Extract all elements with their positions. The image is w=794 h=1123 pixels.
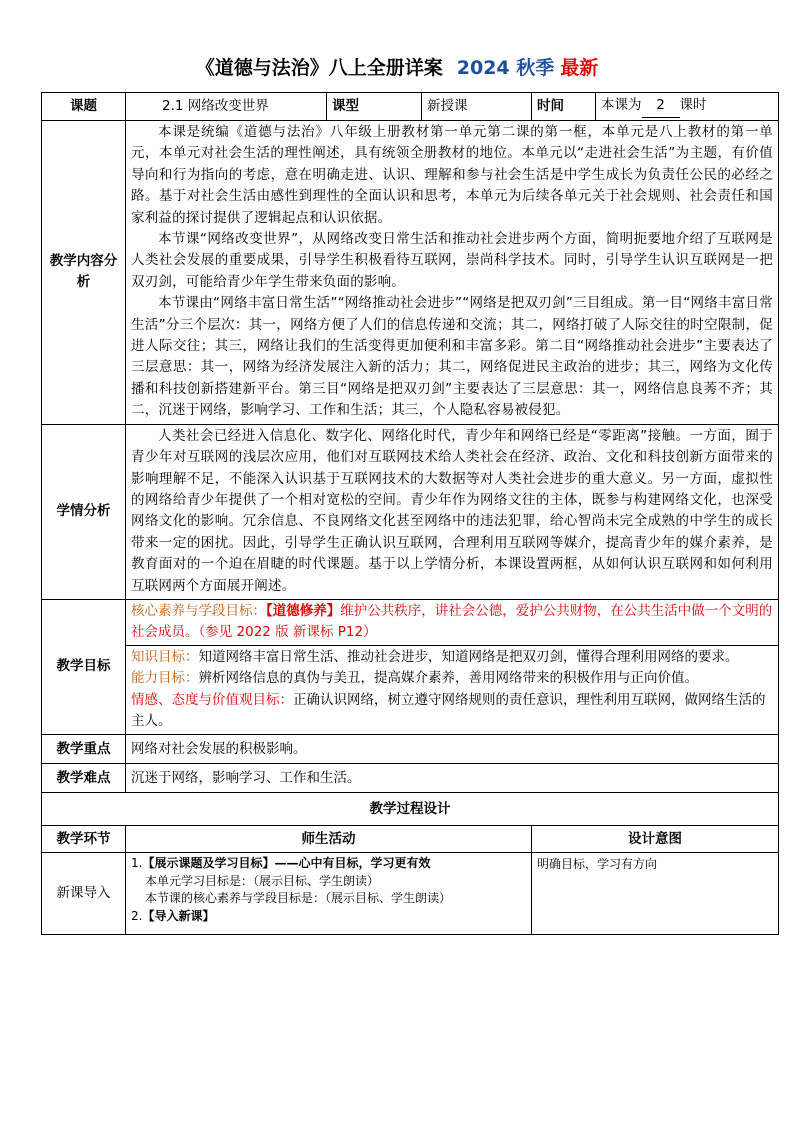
core-goal-prefix: 核心素养与学段目标： bbox=[131, 602, 266, 619]
col-activity-header: 师生活动 bbox=[126, 826, 532, 853]
learner-analysis-body bbox=[126, 424, 779, 599]
time-label: 时间 bbox=[532, 93, 596, 121]
ability-goal bbox=[131, 668, 773, 689]
learner-analysis-label: 学情分析 bbox=[42, 424, 126, 599]
content-analysis-body bbox=[126, 121, 779, 425]
emotion-goal-label: 情感、态度与价值观目标： bbox=[131, 691, 293, 708]
difficulty-row bbox=[42, 764, 779, 793]
learner-paragraph: 人类社会已经进入信息化、数字化、网络化时代，青少年和网络已经是“零距离”接触。一方面，囿于青少年对互联网的浅层次应用，他们对互联网技术给人类社会在经济、政治、文化和科技创新方面带来的影响理解不足，不能深入认识基于互联网技术的大数据等对人类社会进步的重大意义。另一方面，虚拟性的网络给青少年提供了一个相对宽松的空间。青少年作为网络文往的主体，既参与构建网络文化，也深受网络文化的影响。冗余信息、不良网络文化甚至网络中的违法犯罪，给心智尚未完全成熟的中学生的成长带来一定的困扰。因此，引导学生正确认识互联网，合理利用互联网等媒介，提高青少年的媒介素养，是教育面对的一个迫在眉睫的时代课题。基于以上学情分析，本课设置两框，从如何认识互联网和如何利用互联网两个方面展开阐述。 bbox=[131, 427, 773, 594]
info-row bbox=[42, 93, 779, 121]
goals-label: 教学目标 bbox=[42, 599, 126, 734]
core-goal-tag: 【道德修养】 bbox=[266, 602, 341, 619]
process-header-row bbox=[42, 826, 779, 853]
difficulty-label: 教学难点 bbox=[42, 764, 126, 793]
lesson-plan-table bbox=[41, 92, 779, 935]
type-value: 新授课 bbox=[422, 93, 532, 121]
type-label: 课型 bbox=[327, 93, 422, 121]
time-value bbox=[596, 93, 779, 121]
process-title-row bbox=[42, 793, 779, 826]
time-prefix: 本课为 bbox=[601, 97, 642, 114]
item1-num: 1. bbox=[131, 856, 143, 871]
activity-line-core: 本节课的核心素养与学段目标是：（展示目标、学生朗读） bbox=[145, 891, 452, 906]
goals-body bbox=[126, 599, 779, 734]
item2-title: 【导入新课】 bbox=[142, 908, 215, 923]
item1-title: 【展示课题及学习目标】 bbox=[142, 856, 275, 871]
activity-cell bbox=[126, 853, 532, 935]
intent-cell: 明确目标，学习有方向 bbox=[532, 853, 779, 935]
activity-line-unit: 本单元学习目标是：（展示目标、学生朗读） bbox=[145, 873, 380, 888]
sub-goals bbox=[126, 646, 778, 735]
content-analysis-row bbox=[42, 121, 779, 425]
emotion-goal-text: 正确认识网络，树立遵守网络规则的责任意识，理性利用互联网，做网络生活的主人。 bbox=[131, 691, 766, 729]
activity-item-2 bbox=[131, 908, 526, 926]
lesson-label: 课题 bbox=[42, 93, 126, 121]
knowledge-goal-text: 知道网络丰富日常生活、推动社会进步，知道网络是把双刃剑，懂得合理利用网络的要求。 bbox=[198, 648, 739, 665]
item2-num: 2. bbox=[131, 908, 143, 923]
knowledge-goal bbox=[131, 647, 773, 668]
item1-sub: ——心中有目标，学习更有效 bbox=[274, 856, 431, 871]
content-paragraph-3: 本节课由“网络丰富日常生活”“网络推动社会进步”“网络是把双刃剑”三目组成。第一目“网络丰富日常生活”分三个层次：其一，网络方便了人们的信息传递和交流；其二，网络打破了人际交往的时空限制，促进人际交往；其三，网络让我们的生活变得更加便利和丰富多彩。第二目“网络推动社会进步”主要表达了三层意思：其一，网络为经济发展注入新的活力；其二，网络促进民主政治的进步；其三，网络为文化传播和科技创新搭建新平台。第三目“网络是把双刃剑”主要表达了三层意思：其一，网络信息良莠不齐；其二，沉迷于网络，影响学习、工作和生活；其三，个人隐私容易被侵犯。 bbox=[131, 295, 773, 419]
goals-row bbox=[42, 599, 779, 734]
key-point-text: 网络对社会发展的积极影响。 bbox=[126, 735, 779, 764]
time-number: 2 bbox=[642, 95, 680, 117]
title-season: 2024 秋季 bbox=[456, 57, 555, 79]
title-main: 《道德与法治》八上全册详案 bbox=[195, 57, 443, 79]
activity-item-1 bbox=[131, 855, 526, 873]
time-suffix: 课时 bbox=[679, 97, 707, 114]
stage-name: 新课导入 bbox=[42, 853, 126, 935]
document-title bbox=[0, 55, 794, 81]
title-new: 最新 bbox=[560, 57, 599, 79]
ability-goal-label: 能力目标： bbox=[131, 670, 199, 687]
knowledge-goal-label: 知识目标： bbox=[131, 648, 199, 665]
key-point-row bbox=[42, 735, 779, 764]
emotion-goal bbox=[131, 690, 773, 733]
learner-analysis-row bbox=[42, 424, 779, 599]
process-title: 教学过程设计 bbox=[42, 793, 779, 826]
content-paragraph-2: 本节课“网络改变世界”，从网络改变日常生活和推动社会进步两个方面，简明扼要地介绍了互联网是人类社会发展的重要成果，引导学生积极看待互联网，崇尚科学技术。同时，引导学生认识互联网是一把双刃剑，可能给青少年学生带来负面的影响。 bbox=[131, 231, 773, 290]
process-row-intro bbox=[42, 853, 779, 935]
core-goal bbox=[126, 600, 778, 646]
core-goal-text: 维护公共秩序，讲社会公德，爱护公共财物，在公共生活中做一个文明的社会成员。（参见 2022 版 新课标 P12） bbox=[131, 602, 773, 641]
content-paragraph-1: 本课是统编《道德与法治》八年级上册教材第一单元第二课的第一框，本单元是八上教材的第一单元，本单元对社会生活的理性阐述，具有统领全册教材的地位。本单元以“走进社会生活”为主题，有价值导向和行为指向的考虑，意在明确走进、认识、理解和参与社会生活是中学生成长为负责任公民的必经之路。基于对社会生活由感性到理性的全面认识和思考，本单元为后续各单元关于社会规则、社会责任和国家利益的探讨提供了逻辑起点和认识依据。 bbox=[131, 124, 773, 226]
key-point-label: 教学重点 bbox=[42, 735, 126, 764]
ability-goal-text: 辨析网络信息的真伪与美丑，提高媒介素养，善用网络带来的积极作用与正向价值。 bbox=[198, 670, 698, 687]
col-intent-header: 设计意图 bbox=[532, 826, 779, 853]
lesson-value: 2.1 网络改变世界 bbox=[126, 93, 327, 121]
content-analysis-label: 教学内容分析 bbox=[42, 121, 126, 425]
col-stage-header: 教学环节 bbox=[42, 826, 126, 853]
difficulty-text: 沉迷于网络，影响学习、工作和生活。 bbox=[126, 764, 779, 793]
